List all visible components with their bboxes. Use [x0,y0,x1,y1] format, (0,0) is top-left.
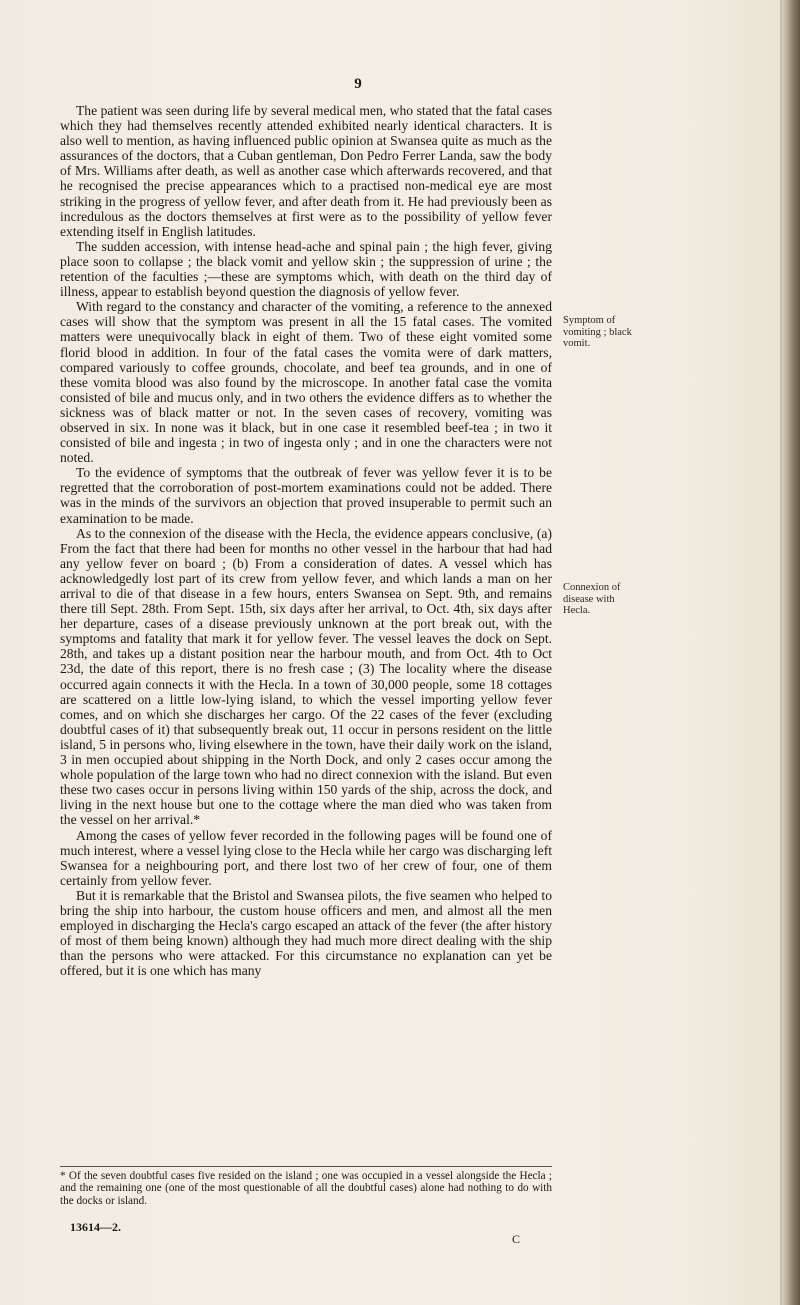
paragraph: With regard to the constancy and character of the vomiting, a reference to the annexed cases will show that the symptom was present in all the 15 fatal cases. The vomited matters were unequivocally black in eight of them. Two of these eight vomited some florid blood in addition. In four of the fatal cases the vomita were of dark matters, compared variously to coffee grounds, chocolate, and beef tea grounds, and in one of these vomita blood was also found by the microscope. In another fatal case the vomita consisted of bile and mucus only, and in two others the evidence differs as to whether the sickness was of black matter or not. In the seven cases of recovery, vomiting was observed in six. In none was it black, but in one case it resembled beef-tea ; in two it consisted of bile and ingesta ; in two of ingesta only ; and in one the characters were not noted. [60,299,552,466]
book-spine [782,0,800,1305]
page-number: 9 [354,76,362,92]
paragraph: To the evidence of symptoms that the outbreak of fever was yellow fever it is to be regretted that the corroboration of post-mortem examinations could not be added. There was in the minds of the survivors an objection that proved insuperable to permit such an examination to be made. [60,465,552,526]
body-text [60,103,552,978]
paragraph: But it is remarkable that the Bristol and Swansea pilots, the five seamen who helped to bring the ship into harbour, the custom house officers and men, and almost all the men employed in discharging the Hecla's cargo escaped an attack of the fever (the after history of most of them being known) although they had much more direct dealing with the ship than the persons who were attacked. For this circumstance no explanation can yet be offered, but it is one which has many [60,887,552,979]
sidenote-vomiting: Symptom of vomiting ; black vomit. [563,315,632,350]
paragraph: The sudden accession, with intense head-ache and spinal pain ; the high fever, giving place soon to collapse ; the black vomit and yellow skin ; the suppression of urine ; the retention of the faculties ;—these are symptoms which, with death on the third day of illness, appear to establish beyond question the diagnosis of yellow fever. [60,238,552,300]
footnote-rule [60,1166,552,1167]
paragraph: The patient was seen during life by several medical men, who stated that the fatal cases which they had themselves recently attended exhibited nearly identical characters. It is also well to mention, as having influenced public opinion at Swansea quite as much as the assurances of the doctors, that a Cuban gentleman, Don Pedro Ferrer Landa, saw the body of Mrs. Williams after death, as well as another case which afterwards recovered, and that he recognised the precise appearances which to a practised non-medical eye are most striking in the progress of yellow fever, and after death from it. He had previously been as incredulous as the doctors themselves at first were as to the possibility of yellow fever extending itself in English latitudes. [60,103,552,239]
paragraph: As to the connexion of the disease with the Hecla, the evidence appears conclusive, (a) From the fact that there had been for months no other vessel in the harbour that had had any yellow fever on board ; (b) From a consideration of dates. A vessel which has acknowledgedly lost part of its crew from yellow fever, and which lands a man on her arrival to die of that disease in a few hours, enters Swansea on Sept. 9th, and remains there till Sept. 28th. From Sept. 15th, six days after her arrival, to Oct. 4th, six days after her departure, cases of a disease previously unknown at the port break out, with the symptoms and fatality that mark it for yellow fever. The vessel leaves the dock on Sept. 28th, and takes up a distant position near the harbour mouth, and from Oct. 4th to Oct 23d, the date of this report, there is no fresh case ; (3) The locality where the disease occurred again connects it with the Hecla. In a town of 30,000 people, some 18 cottages are scattered on a little low-lying island, to which the vessel importing yellow fever comes, and on which she discharges her cargo. Of the 22 cases of the fever (excluding doubtful cases of it) that subsequently break out, 11 occur in persons resident on the little island, 5 in persons who, living elsewhere in the town, have their daily work on the island, 3 in men occupied about shipping in the North Dock, and only 2 cases occur among the whole population of the large town who had no direct connexion with the island. But even these two cases occur in persons living within 150 yards of the ship, across the dock, and living in the next house but one to the cottage where the man died who was taken from the vessel on her arrival.* [60,525,552,828]
signature-mark: C [512,1232,521,1246]
printer-mark: 13614—2. [70,1220,121,1234]
footnote: * Of the seven doubtful cases five resided on the island ; one was occupied in a vessel alongside the Hecla ; and the remaining one (one of the most questionable of all the doubtful cases) alone had nothing to do with the docks or island. [60,1170,552,1207]
sidenote-hecla: Connexion of disease with Hecla. [563,582,621,617]
paragraph: Among the cases of yellow fever recorded in the following pages will be found one of much interest, where a vessel lying close to the Hecla while her cargo was discharging left Swansea for a neighbouring port, and there lost two of her crew of four, one of them certainly from yellow fever. [60,827,552,888]
